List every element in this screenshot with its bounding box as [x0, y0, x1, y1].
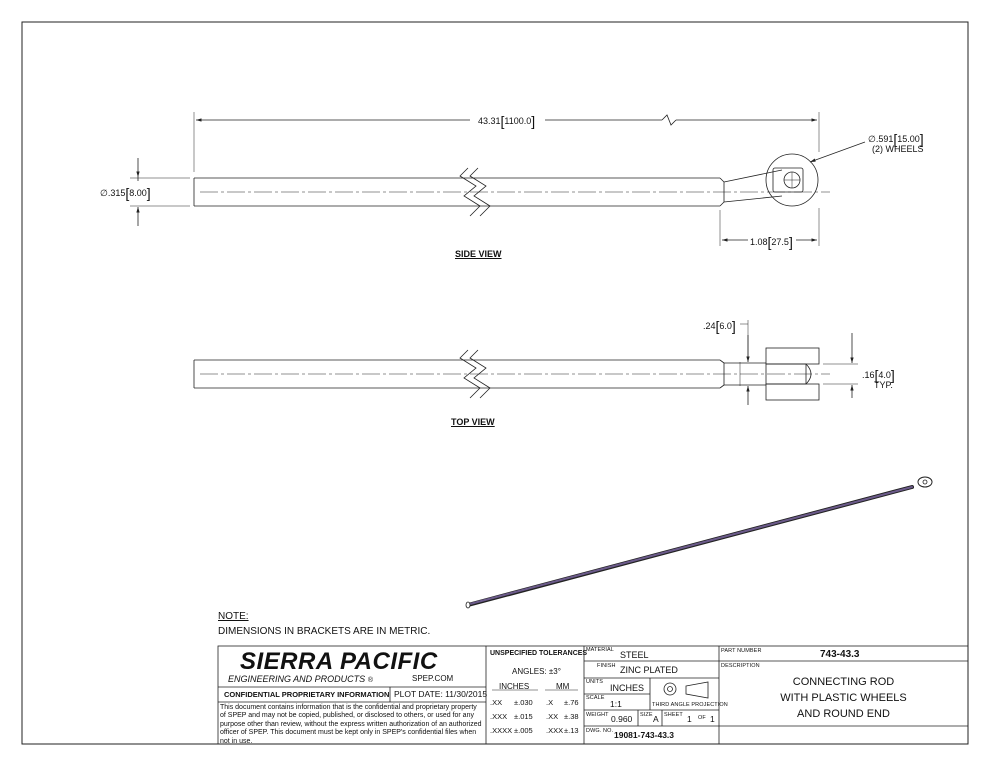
description-line-2: WITH PLASTIC WHEELS — [780, 692, 907, 704]
sheet-border — [22, 22, 968, 744]
angles-tolerance: ANGLES: ±3° — [512, 667, 561, 676]
gap-label: .24[6.0] — [703, 318, 736, 334]
sheet-total: 1 — [710, 714, 715, 724]
dwg-no-value: 19081-743-43.3 — [614, 730, 675, 740]
isometric-view — [466, 477, 932, 608]
plot-date: PLOT DATE: 11/30/2015 — [394, 689, 488, 699]
of-label: OF — [698, 715, 706, 721]
note-heading: NOTE: — [218, 611, 249, 622]
material-value: STEEL — [620, 650, 649, 660]
units-value: INCHES — [610, 683, 645, 693]
side-view — [130, 112, 865, 246]
mm-column-header: MM — [556, 682, 570, 691]
end-length-label: 1.08[27.5] — [750, 234, 793, 250]
size-label: SIZE — [640, 712, 653, 718]
diameter-label: ∅.315[8.00] — [100, 185, 151, 201]
scale-label: SCALE — [586, 695, 605, 701]
finish-value: ZINC PLATED — [620, 665, 678, 675]
description-line-3: AND ROUND END — [797, 708, 890, 720]
dwg-no-label: DWG. NO. — [586, 728, 614, 734]
scale-value: 1:1 — [610, 699, 622, 709]
sheet-label: SHEET — [664, 712, 683, 718]
side-view-title: SIDE VIEW — [455, 249, 502, 259]
size-value: A — [653, 714, 659, 724]
wheel-diameter-label: ∅.591[15.00] — [868, 131, 924, 147]
iso-wheel — [918, 477, 932, 487]
weight-label: WEIGHT — [586, 712, 609, 718]
top-wheel-lower — [766, 384, 819, 400]
part-number-label: PART NUMBER — [721, 648, 762, 654]
note-text: DIMENSIONS IN BRACKETS ARE IN METRIC. — [218, 626, 431, 637]
company-logo: SIERRA PACIFIC — [240, 648, 438, 675]
typ-label: TYP. — [874, 380, 893, 390]
top-wheel-upper — [766, 348, 819, 364]
weight-value: 0.960 — [611, 714, 633, 724]
thickness-label: .16[4.0] — [862, 367, 895, 383]
projection-symbol — [664, 683, 676, 695]
company-website: SPEP.COM — [412, 674, 454, 683]
finish-label: FINISH — [597, 663, 616, 669]
top-view-title: TOP VIEW — [451, 417, 495, 427]
projection-label: THIRD ANGLE PROJECTION — [652, 702, 728, 708]
part-number-value: 743-43.3 — [820, 649, 860, 660]
inches-column-header: INCHES — [499, 682, 530, 691]
description-line-1: CONNECTING ROD — [792, 676, 895, 688]
company-subtitle: ENGINEERING AND PRODUCTS ® — [228, 674, 373, 684]
description-label: DESCRIPTION — [721, 663, 760, 669]
confidential-heading: CONFIDENTIAL PROPRIETARY INFORMATION — [224, 690, 390, 699]
sheet-value: 1 — [687, 714, 692, 724]
top-view — [194, 320, 858, 405]
wheel-note: (2) WHEELS — [872, 144, 924, 154]
units-label: UNITS — [586, 679, 603, 685]
material-label: MATERIAL — [586, 647, 614, 653]
tolerances-heading: UNSPECIFIED TOLERANCES — [490, 650, 588, 657]
confidential-text: This document contains information that is the confidential and proprietary property of SPEP and may not be copied, published, or disclosed to others, or used for any purpose other than review, without the express written authorization of an authorized officer of SPEP. This document must be kept only in SPEP's confidential files when not in use. — [220, 704, 482, 745]
overall-length-label: 43.31[1100.0] — [478, 113, 536, 129]
